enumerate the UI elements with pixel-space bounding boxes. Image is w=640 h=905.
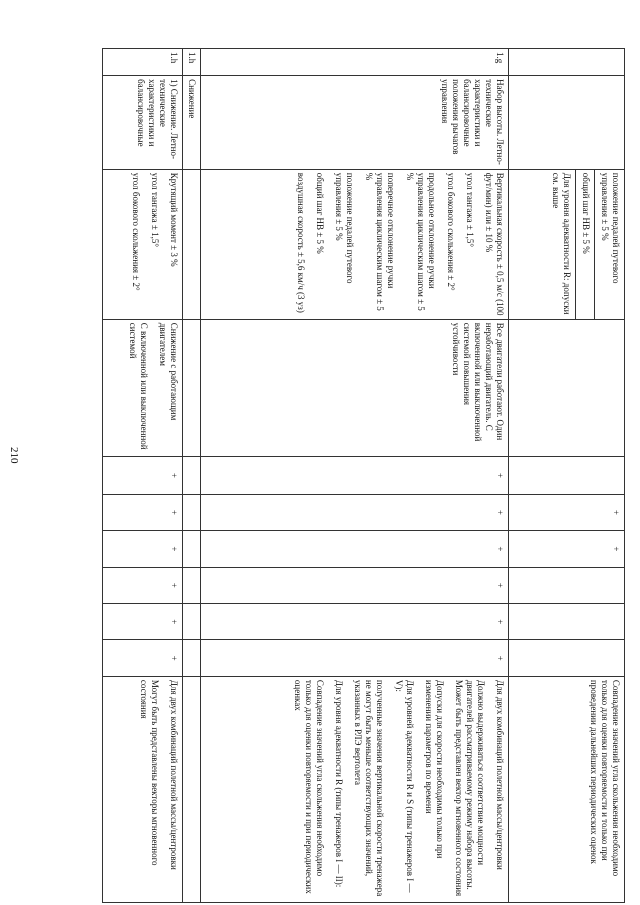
cell-id: 1.h <box>183 49 201 76</box>
condition-text: С включенной или выключенной системой <box>128 322 150 450</box>
cell-params <box>103 169 183 319</box>
mark-cell: + <box>509 531 625 567</box>
mark-cell: + <box>201 640 509 676</box>
cell-title <box>509 76 625 170</box>
comment-text: Могут быть представлены векторы мгновенного состояния <box>139 679 161 866</box>
mark-cell <box>509 457 625 494</box>
cell-id: 1.h <box>103 49 183 76</box>
cell-comment <box>201 676 509 902</box>
mark-cell: + <box>103 531 183 567</box>
cell-comment <box>103 676 183 902</box>
cell-section-title: Снижение <box>183 76 201 170</box>
param-text: продольное отклонение ручки управления циклическим шагом ± 5 % <box>405 172 438 311</box>
mark-cell: + <box>201 457 509 494</box>
table-row <box>103 49 183 903</box>
cell-comment: Совпадение значений угла скольжения необходимо только для оценки повторяемости и только при проведении дальнейших периодических оценок <box>509 676 625 902</box>
comment-text: Для двух комбинаций полетной массы/центровки <box>169 679 179 870</box>
comment-text: Для уровней адекватности R и S (типы тренажеров I —V): <box>394 679 416 893</box>
condition-text: Снижение с работающим двигателем <box>158 322 179 421</box>
param-text: угол тангажа ± 1,5° <box>465 172 476 247</box>
cell-id: 1.g <box>201 49 509 76</box>
param-text: воздушная скорость ± 5,6 км/ч (3 уз) <box>296 172 307 313</box>
param-text: общий шаг НВ ± 5 % <box>576 170 595 319</box>
param-text: Вертикальная скорость ± 0,5 м/с (100 фут/мин) или ± 10 % <box>484 172 505 316</box>
comment-text: Должно выдерживаться соответствие мощности двигателей рассматриваемому режиму набора высоты. Может быть представлен вектор мгновенного состояния <box>454 679 487 897</box>
cell-conditions <box>509 319 625 456</box>
param-text: Крутящий момент ± 3 % <box>169 172 179 267</box>
mark-cell: + <box>201 531 509 567</box>
param-text: общий шаг НВ ± 5 % <box>315 172 326 254</box>
comment-text: Совпадение значений угла скольжения необходимо только для оценки повторяемости и при периодических оценках <box>293 679 326 894</box>
mark-cell: + <box>103 604 183 640</box>
mark-cell: + <box>103 457 183 494</box>
table-row <box>183 49 201 903</box>
mark-cell: + <box>103 640 183 676</box>
mark-cell: + <box>509 494 625 530</box>
mark-cell: + <box>103 567 183 603</box>
cell-params <box>509 169 625 319</box>
mark-cell: + <box>201 567 509 603</box>
cell-params <box>201 169 509 319</box>
table-row <box>201 49 509 903</box>
note-text: Для уровня адекватности R: допуски см. выше <box>546 170 576 319</box>
requirements-table <box>102 48 625 903</box>
mark-cell: + <box>201 494 509 530</box>
param-text: угол бокового скольжения ± 2° <box>446 172 457 291</box>
param-text: угол бокового скольжения ± 2° <box>131 172 142 291</box>
cell-id <box>509 49 625 76</box>
cell-title: 1) Снижение. Летно-технические характеристики и балансировочные <box>103 76 183 170</box>
comment-text: Для уровня адекватности R (типы тренажеров I — II): <box>334 679 345 888</box>
mark-cell <box>509 567 625 603</box>
param-text: положение педалей путевого управления ± 5 % <box>600 172 621 284</box>
param-text: поперечное отклонение ручки управления циклическим шагом ± 5 % <box>364 172 397 311</box>
mark-cell <box>509 604 625 640</box>
table-row <box>509 49 625 903</box>
cell-conditions: Все двигатели работают. Один неработающий двигатель. С включенной или выключенной системой повышения устойчивости <box>201 319 509 456</box>
param-text: угол тангажа ± 1,5° <box>150 172 161 247</box>
mark-cell: + <box>103 494 183 530</box>
rotated-sheet <box>65 48 625 903</box>
param-text: положение педалей путевого управления ± 5 % <box>334 172 356 284</box>
mark-cell: + <box>201 604 509 640</box>
comment-text: Для двух комбинаций полетной массы/центровки <box>495 679 505 870</box>
cell-conditions <box>103 319 183 456</box>
cell-title: Набор высоты. Летно-технические характеристики и балансировочные положения рычагов управления <box>201 76 509 170</box>
comment-text: Допуски для скорости необходимы только при изменении параметров по времени <box>424 679 446 859</box>
mark-cell <box>509 640 625 676</box>
comment-text: полученные значения вертикальной скорости тренажера не могут быть меньше соответствующих значений, указанных в РЛЭ вертолета <box>353 679 386 897</box>
page-number: 210 <box>8 447 20 464</box>
